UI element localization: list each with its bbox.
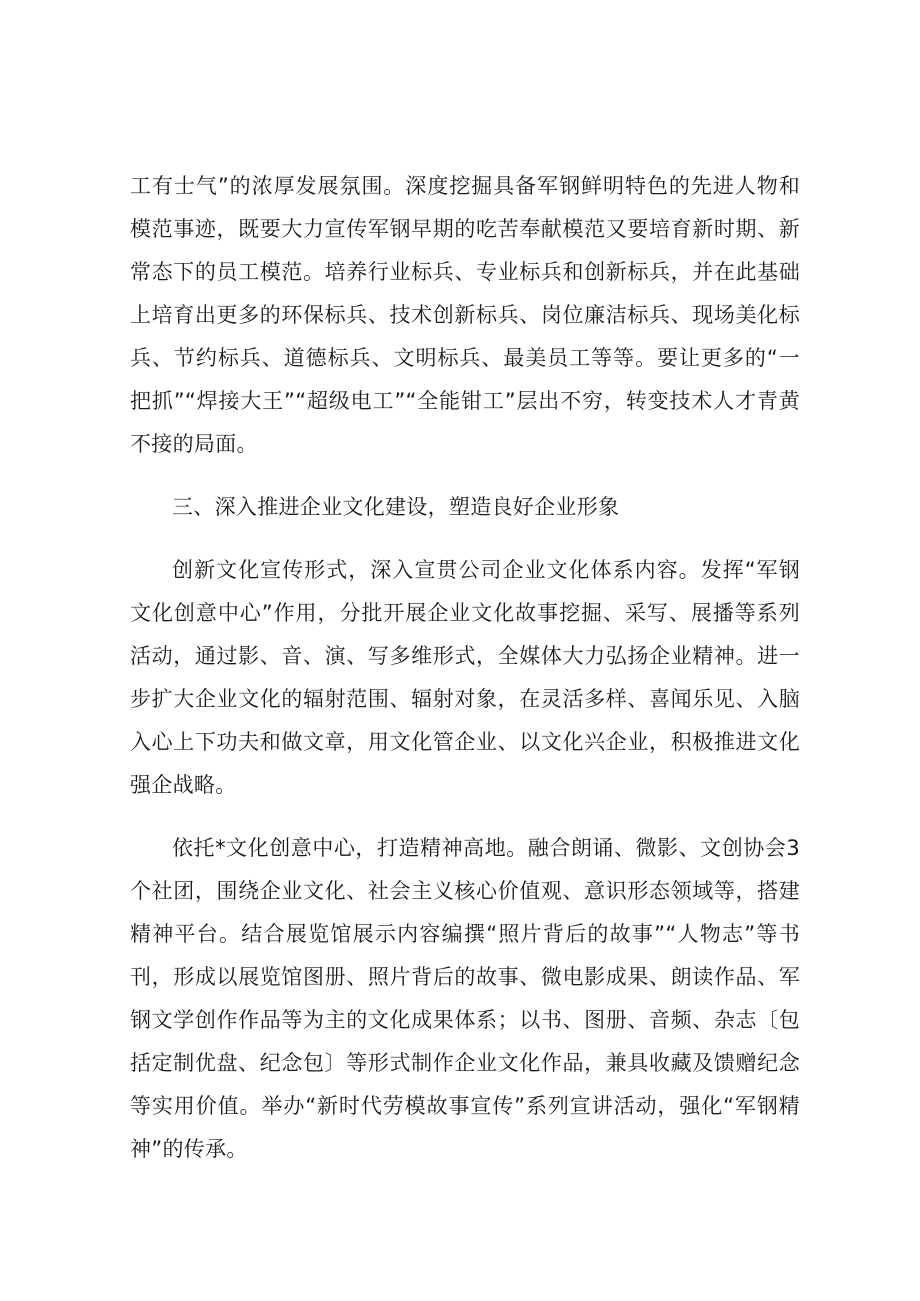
paragraph-creative-center: 依托*文化创意中心，打造精神高地。融合朗诵、微影、文创协会3个社团，围绕企业文化、社会主义核心价值观、意识形态领域等，搭建精神平台。结合展览馆展示内容编撰“照片背后的故事”“人物志”等书刊，形成以展览馆图册、照片背后的故事、微电影成果、朗读作品、军钢文学创作作品等为主的文化成果体系；以书、图册、音频、杂志〔包括定制优盘、纪念包〕等形式制作企业文化作品，兼具收藏及馈赠纪念等实用价值。举办“新时代劳模故事宣传”系列宣讲活动，强化“军钢精神”的传承。 — [130, 836, 800, 1161]
paragraph-continued: 工有士气”的浓厚发展氛围。深度挖掘具备军钢鲜明特色的先进人物和模范事迹，既要大力宣传军钢早期的吃苦奉献模范又要培育新时期、新常态下的员工模范。培养行业标兵、专业标兵和创新标兵，并在此基础上培育出更多的环保标兵、技术创新标兵、岗位廉洁标兵、现场美化标兵、节约标兵、道德标兵、文明标兵、最美员工等等。要让更多的“一把抓”“焊接大王”“超级电工”“全能钳工”层出不穷，转变技术人才青黄不接的局面。 — [130, 174, 800, 456]
section-heading: 三、深入推进企业文化建设，塑造良好企业形象 — [172, 495, 620, 519]
document-body — [130, 165, 800, 1171]
paragraph-culture-promotion: 创新文化宣传形式，深入宣贯公司企业文化体系内容。发挥“军钢文化创意中心”作用，分批开展企业文化故事挖掘、采写、展播等系列活动，通过影、音、演、写多维形式，全媒体大力弘扬企业精神。进一步扩大企业文化的辐射范围、辐射对象，在灵活多样、喜闻乐见、入脑入心上下功夫和做文章，用文化管企业、以文化兴企业，积极推进文化强企战略。 — [130, 558, 800, 797]
